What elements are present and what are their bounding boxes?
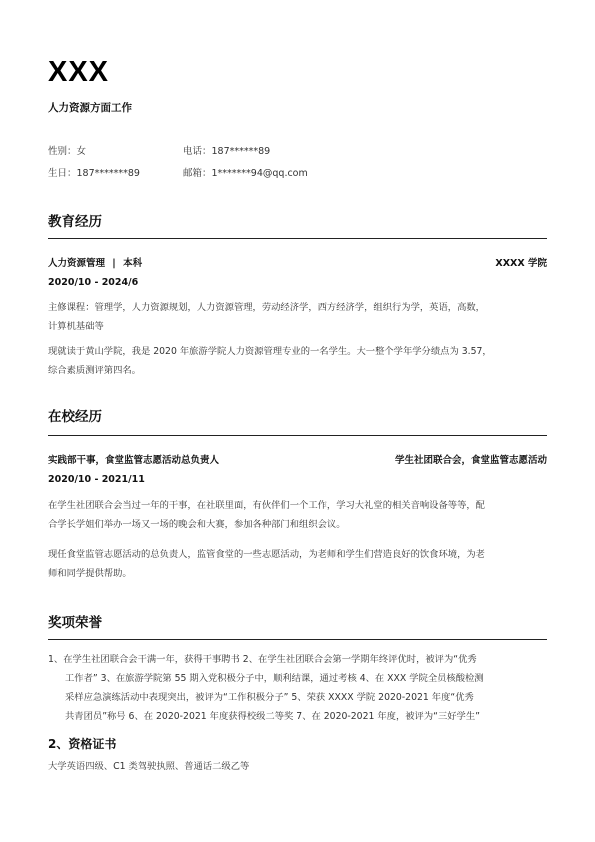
- education-description: [48, 342, 547, 380]
- education-description-line-2: 综合素质测评第四名。: [48, 365, 141, 376]
- campus-paragraph-1-line-2: 合学长学姐们举办一场又一场的晚会和大赛，参加各种部门和组织会议。: [48, 519, 346, 530]
- education-section-title: 教育经历: [48, 214, 102, 230]
- campus-role: 实践部干事，食堂监管志愿活动总负责人: [48, 455, 220, 466]
- education-major-degree: 人力资源管理 | 本科: [48, 258, 143, 269]
- awards-section-title: 奖项荣誉: [48, 615, 102, 631]
- campus-paragraph-1: [48, 496, 547, 534]
- awards-line-4: 共青团员”称号 6、在 2020-2021 年度获得校级二等奖 7、在 2020-2021 年度，被评为“三好学生”: [65, 711, 480, 722]
- gender-field: 性别：女: [48, 146, 87, 157]
- education-period: 2020/10 - 2024/6: [48, 277, 139, 288]
- education-divider: [48, 238, 547, 239]
- campus-divider: [48, 435, 547, 436]
- campus-paragraph-2: [48, 545, 547, 583]
- certificates-section-title: 2、资格证书: [48, 737, 117, 751]
- email-field: 邮箱：1*******94@qq.com: [183, 168, 308, 179]
- campus-organization: 学生社团联合会，食堂监管志愿活动: [394, 455, 547, 466]
- campus-period: 2020/10 - 2021/11: [48, 474, 145, 485]
- certificates-content: 大学英语四级、C1 类驾驶执照、普通话二级乙等: [48, 761, 250, 772]
- awards-list: [48, 650, 547, 726]
- education-description-line-1: 现就读于黄山学院，我是 2020 年旅游学院人力资源管理专业的一名学生。大一整个学年学分绩点为 3.57，: [48, 346, 492, 357]
- campus-paragraph-1-line-1: 在学生社团联合会当过一年的干事，在社联里面，有伙伴们一个工作，学习大礼堂的相关音响设备等等，配: [48, 500, 485, 511]
- job-objective: 人力资源方面工作: [48, 102, 132, 114]
- campus-section-title: 在校经历: [48, 409, 102, 425]
- awards-divider: [48, 639, 547, 640]
- campus-paragraph-2-line-2: 师和同学提供帮助。: [48, 568, 132, 579]
- phone-field: 电话：187******89: [183, 146, 271, 157]
- awards-line-3: 采样应急演练活动中表现突出，被评为“工作积极分子” 5、荣获 XXXX 学院 2020-2021 年度“优秀: [65, 692, 474, 703]
- education-courses-line-2: 计算机基础等: [48, 321, 104, 332]
- campus-paragraph-2-line-1: 现任食堂监管志愿活动的总负责人，监管食堂的一些志愿活动，为老师和学生们营造良好的饮食环境，为老: [48, 549, 485, 560]
- candidate-name: XXX: [48, 56, 110, 88]
- birthday-field: 生日：187*******89: [48, 168, 140, 179]
- education-courses: [48, 298, 547, 336]
- education-school: XXXX 学院: [495, 258, 547, 269]
- awards-line-2: 工作者” 3、在旅游学院第 55 期入党积极分子中，顺利结课，通过考核 4、在 XXX 学院全员核酸检测: [65, 673, 484, 684]
- awards-line-1: 1、在学生社团联合会干满一年，获得干事聘书 2、在学生社团联合会第一学期年终评优时，被评为“优秀: [48, 654, 477, 665]
- education-courses-line-1: 主修课程：管理学，人力资源规划，人力资源管理，劳动经济学，西方经济学，组织行为学，英语，高数，: [48, 302, 485, 313]
